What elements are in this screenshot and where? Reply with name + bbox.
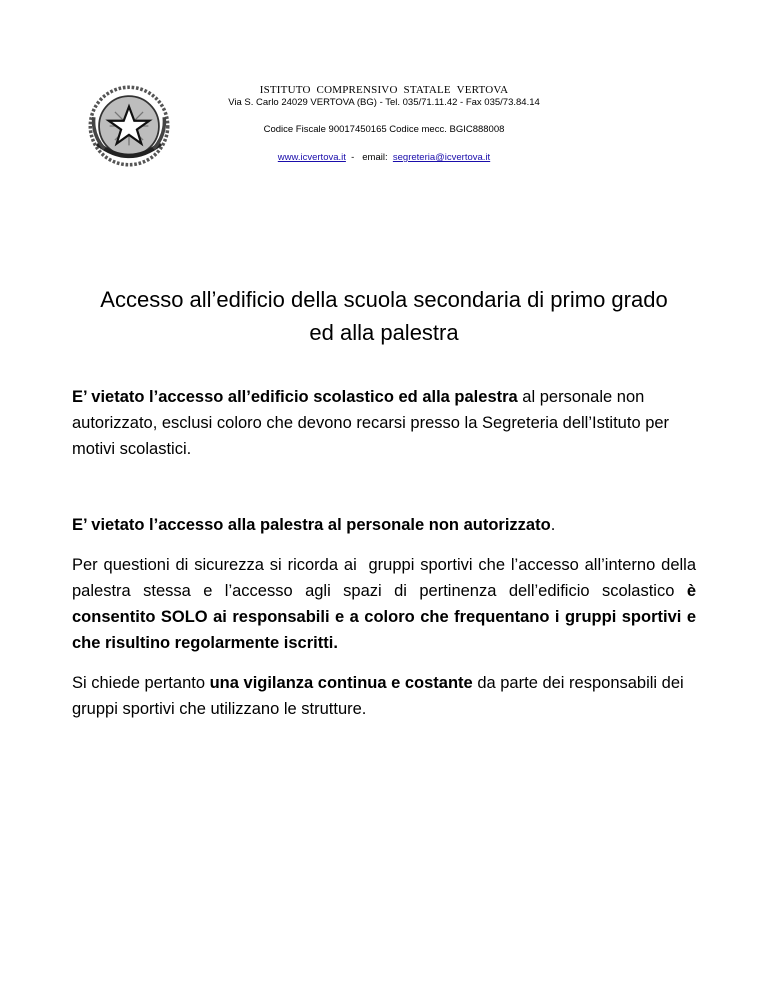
p2-text: . <box>550 516 556 534</box>
p1-bold: E’ vietato l’accesso all’edificio scolastico ed alla palestra <box>72 388 518 406</box>
school-codes: Codice Fiscale 90017450165 Codice mecc. BGIC888008 <box>263 124 505 135</box>
school-name: ISTITUTO COMPRENSIVO STATALE VERTOVA <box>259 84 509 96</box>
school-address: Via S. Carlo 24029 VERTOVA (BG) - Tel. 035/71.11.42 - Fax 035/73.84.14 <box>228 97 540 108</box>
page-title <box>40 283 728 349</box>
p3-bold: è consentito SOLO ai responsabili e a coloro che frequentano i gruppi sportivi e che risultino regolarmente iscritti. <box>72 582 696 652</box>
paragraph-access-building <box>72 384 696 462</box>
contact-line <box>0 152 768 163</box>
p4-bold: una vigilanza continua e costante <box>209 674 473 692</box>
p3-text: Per questioni di sicurezza si ricorda ai gruppi sportivi che l’accesso all’interno della palestra stessa e l’accesso agli spazi di pertinenza dell’edificio scolastico <box>72 556 701 600</box>
p1-text: al personale non autorizzato, esclusi coloro che devono recarsi presso la Segreteria dell’Istituto per motivi scolastici. <box>72 388 670 458</box>
email-label: - email: <box>345 152 393 163</box>
website-link[interactable]: www.icvertova.it <box>277 152 346 163</box>
paragraph-supervision <box>72 670 696 722</box>
paragraph-safety <box>72 552 701 656</box>
paragraph-access-gym <box>72 512 696 538</box>
p2-bold: E’ vietato l’accesso alla palestra al personale non autorizzato <box>72 516 551 534</box>
email-link[interactable]: segreteria@icvertova.it <box>392 152 491 163</box>
p4-text-after: da parte dei responsabili dei gruppi sportivi che utilizzano le strutture. <box>72 674 684 718</box>
title-line-2: ed alla palestra <box>309 319 459 345</box>
p4-text-before: Si chiede pertanto <box>72 674 210 692</box>
title-line-1: Accesso all’edificio della scuola secondaria di primo grado <box>100 286 668 312</box>
